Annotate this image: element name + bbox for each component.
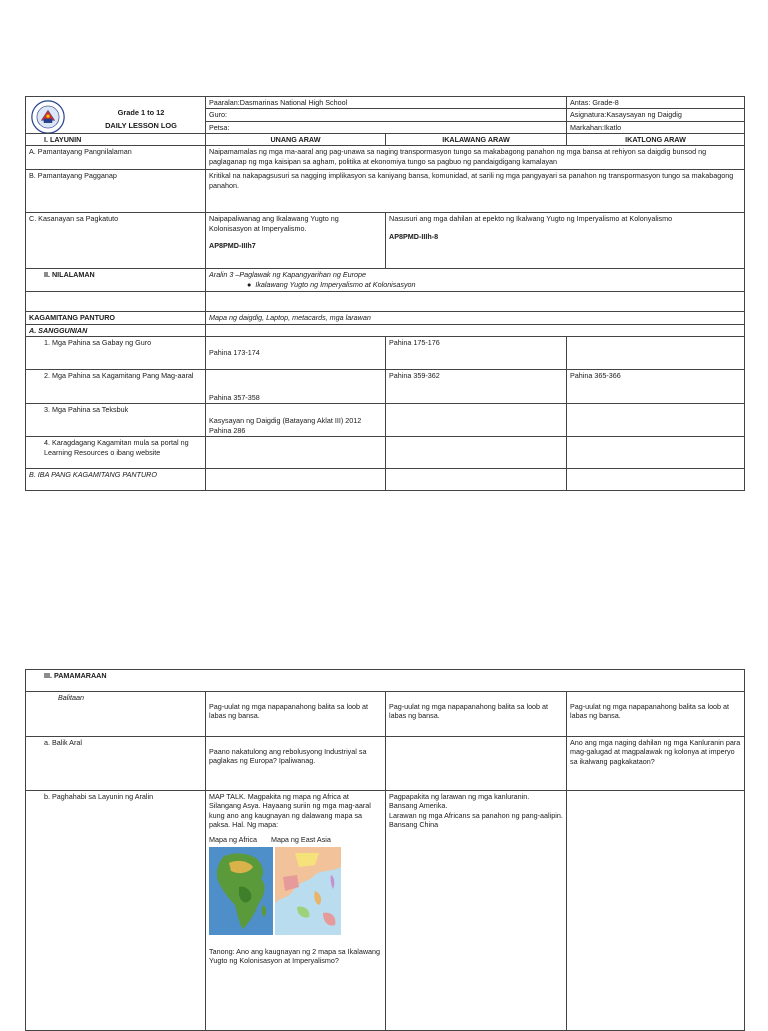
blank-cell: [386, 469, 567, 491]
kasanayan-day-1-text: Naipapaliwanag ang Ikalawang Yugto ng Kolonisasyon at Imperyalismo.: [209, 214, 339, 233]
grade-line: Grade 1 to 12: [117, 108, 165, 117]
gabay-label: 1. Mga Pahina sa Gabay ng Guro: [26, 337, 206, 370]
balitaan-day-2: Pag-uulat ng mga napapanahong balita sa loob at labas ng bansa.: [386, 692, 567, 737]
header-logo-cell: [26, 97, 206, 134]
paghahabi-day-2-line: Bansang China: [389, 820, 439, 830]
markahan-cell: Markahan:Ikatlo: [567, 121, 745, 133]
title-block: [86, 107, 196, 132]
paghahabi-day-2-line: Larawan ng mga Africans sa panahon ng pang-aalipin.: [389, 810, 563, 820]
paghahabi-day-1: [206, 791, 386, 1031]
blank-cell: [386, 737, 567, 791]
balik-aral-day-3: Ano ang mga naging dahilan ng mga Kanluranin para mag-galugad at magpalawak ng kolonya at imperyo sa ikalwang pagkakataon?: [567, 737, 745, 791]
paghahabi-day-1-text: MAP TALK. Magpakita ng mapa ng Africa at Silangang Asya. Hayaang suriin ng mga mag-aaral kung ano ang kaugnayan ng dalawang mapa sa paksa. Hal. Ng mapa:: [209, 792, 371, 830]
paghahabi-day-2-line: Bansang Amerika.: [389, 801, 448, 811]
balik-aral-label: a. Balik Aral: [26, 737, 206, 791]
nilalaman-line-1: Aralin 3 –Paglawak ng Kapangyarihan ng Europe: [209, 270, 367, 280]
paaralan-cell: Paaralan:Dasmarinas National High School: [206, 97, 567, 109]
asignatura-cell: Asignatura:Kasaysayan ng Daigdig: [567, 109, 745, 121]
blank-cell: [567, 437, 745, 469]
pamantayang-pagganap-text: Kritikal na nakapagsusuri sa nagging implikasyon sa kaniyang bansa, komunidad, at sarili ng mga pangyayari sa panahon ng transpormasyon tungo sa makabagong panahon.: [206, 170, 745, 213]
africa-map-image: [209, 847, 273, 935]
blank-cell: [567, 469, 745, 491]
map-images: [209, 847, 382, 935]
pamantayang-pagganap-label: B. Pamantayang Pagganap: [26, 170, 206, 213]
blank-cell: [567, 791, 745, 1031]
teksbuk-day-1-line-2: Pahina 286: [209, 425, 246, 435]
sanggunian-heading: A. SANGGUNIAN: [26, 324, 206, 336]
karagdagang-label: 4. Karagdagang Kagamitan mula sa portal ng Learning Resources o ibang website: [26, 437, 206, 469]
nilalaman-bullet-item: [209, 280, 741, 289]
east-asia-map-image: [275, 847, 341, 935]
pamamaraan-heading: III. PAMAMARAAN: [26, 670, 745, 692]
pamantayang-pangnilalaman-text: Naipamamalas ng mga ma-aaral ang pag-unawa sa naging transpormasyon tungo sa makabagong panahon ng mga bansa at rehiyon sa daigdig bunsod ng paglaganap ng mga kaisipan sa agham, politika at ekonomiya tungo sa pagbuo ng pandaigdigang kamalayan: [206, 146, 745, 170]
balitaan-label: Balitaan: [26, 692, 206, 737]
kagamitang-magaaral-day-2: Pahina 359-362: [386, 370, 567, 404]
kagamitan-label: KAGAMITANG PANTURO: [26, 312, 206, 324]
blank-cell: [206, 469, 386, 491]
kasanayan-label: C. Kasanayan sa Pagkatuto: [26, 213, 206, 269]
day-3-heading: IKATLONG ARAW: [567, 134, 745, 146]
blank-cell: [206, 292, 745, 312]
gabay-day-2: Pahina 175-176: [386, 337, 567, 370]
kasanayan-day-2: [386, 213, 745, 269]
bullet-icon: ●: [247, 279, 252, 289]
kagamitang-magaaral-day-3: Pahina 365-366: [567, 370, 745, 404]
paghahabi-label: b. Paghahabi sa Layunin ng Aralin: [26, 791, 206, 1031]
iba-pang-kagamitan-label: B. IBA PANG KAGAMITANG PANTURO: [26, 469, 206, 491]
deped-seal-icon: [31, 100, 65, 134]
gabay-day-1: Pahina 173-174: [206, 337, 386, 370]
layunin-heading: I. LAYUNIN: [26, 134, 206, 146]
antas-cell: Antas: Grade-8: [567, 97, 745, 109]
blank-cell: [386, 404, 567, 437]
kasanayan-day-1: [206, 213, 386, 269]
paghahabi-tanong: Tanong: Ano ang kaugnayan ng 2 mapa sa Ikalawang Yugto ng Kolonisasyon at Imperyalismo?: [209, 946, 381, 966]
kagamitang-magaaral-label: 2. Mga Pahina sa Kagamitang Pang Mag-aaral: [26, 370, 206, 404]
map-label-east-asia: Mapa ng East Asia: [270, 835, 331, 845]
kasanayan-day-2-text: Nasusuri ang mga dahilan at epekto ng Ikalwang Yugto ng Imperyalismo at Kolonyalismo: [389, 214, 673, 224]
teksbuk-day-1-line-1: Kasysayan ng Daigdig (Batayang Aklat III) 2012: [209, 416, 362, 426]
kagamitan-text: Mapa ng daigdig, Laptop, metacards, mga larawan: [206, 312, 745, 324]
kasanayan-day-1-code: AP8PMD-IIIh7: [209, 241, 256, 251]
map-label-africa: Mapa ng Africa: [209, 835, 257, 845]
kagamitang-magaaral-day-1: Pahina 357-358: [206, 370, 386, 404]
pamamaraan-table: [25, 669, 745, 1031]
kasanayan-day-2-code: AP8PMD-IIIh-8: [389, 231, 439, 241]
blank-cell: [567, 404, 745, 437]
balitaan-day-3: Pag-uulat ng mga napapanahong balita sa loob at labas ng bansa.: [567, 692, 745, 737]
balik-aral-day-1: Paano nakatulong ang rebolusyong Industriyal sa paglakas ng Europa? Ipaliwanag.: [206, 737, 386, 791]
log-title: DAILY LESSON LOG: [105, 120, 177, 130]
daily-lesson-log-table: [25, 96, 745, 491]
paghahabi-day-2: [386, 791, 567, 1031]
blank-cell: [206, 324, 745, 336]
map-labels: [209, 835, 382, 844]
day-2-heading: IKALAWANG ARAW: [386, 134, 567, 146]
balitaan-day-1: Pag-uulat ng mga napapanahong balita sa loob at labas ng bansa.: [206, 692, 386, 737]
teksbuk-label: 3. Mga Pahina sa Teksbuk: [26, 404, 206, 437]
nilalaman-heading: II. NILALAMAN: [26, 269, 206, 292]
teksbuk-day-1: [206, 404, 386, 437]
blank-cell: [567, 337, 745, 370]
petsa-cell: Petsa:: [206, 121, 567, 133]
blank-cell: [26, 292, 206, 312]
nilalaman-content: [206, 269, 745, 292]
day-1-heading: UNANG ARAW: [206, 134, 386, 146]
blank-cell: [386, 437, 567, 469]
pamantayang-pangnilalaman-label: A. Pamantayang Pangnilalaman: [26, 146, 206, 170]
blank-cell: [206, 437, 386, 469]
guro-cell: Guro:: [206, 109, 567, 121]
nilalaman-line-2: Ikalawang Yugto ng Imperyalismo at Kolonisasyon: [255, 279, 416, 289]
paghahabi-day-2-line: Pagpapakita ng larawan ng mga kanluranin.: [389, 792, 530, 801]
